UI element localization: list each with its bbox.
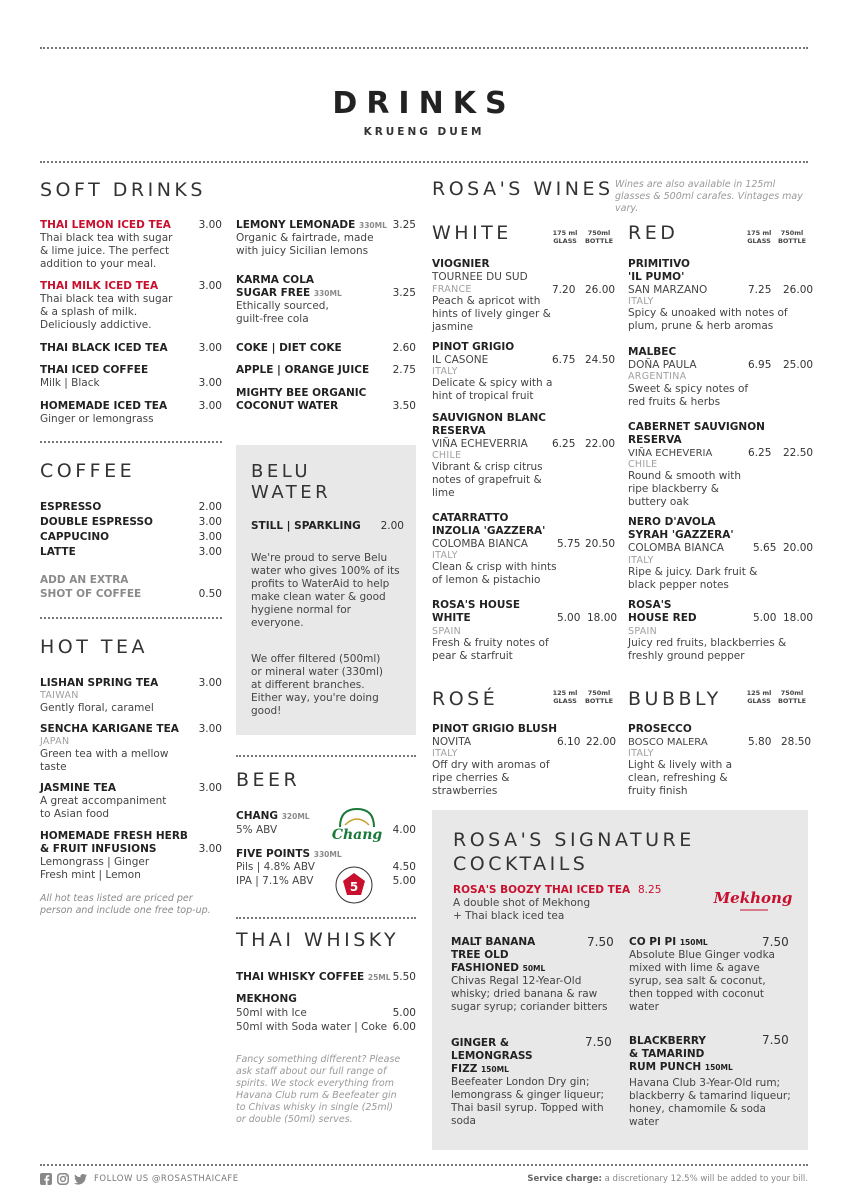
wine-bottle-price: 22.50 (783, 447, 814, 459)
cocktail-size: 50ML (522, 964, 546, 973)
thai-whisky-heading: THAI WHISKY (236, 929, 400, 951)
menu-item-size: 330ML (358, 221, 387, 230)
wine-producer: SAN MARZANO (628, 284, 708, 296)
bottle-label: BOTTLE (584, 697, 614, 705)
service-charge-label: Service charge: (527, 1174, 602, 1184)
menu-item-name: THAI MILK ICED TEA (40, 280, 159, 292)
wine-name: SAUVIGNON BLANC (432, 412, 547, 424)
wine-origin: CHILE (432, 450, 462, 461)
wine-desc: Fresh & fruity notes of pear & starfruit (432, 637, 549, 662)
cocktails-heading-2: COCKTAILS (453, 853, 589, 875)
wine-producer: COLOMBA BIANCA (432, 538, 528, 550)
cocktails-heading-1: ROSA'S SIGNATURE (453, 829, 695, 851)
white-heading: WHITE (432, 222, 512, 244)
menu-item-name: LATTE (40, 546, 76, 558)
chang-logo-text: Chang (331, 827, 383, 843)
size-label: 125 ml (552, 689, 578, 697)
menu-item-name: COKE | DIET COKE (236, 342, 342, 354)
bottle-label: BOTTLE (777, 237, 807, 245)
wine-origin: ITALY (432, 748, 458, 759)
red-heading: RED (628, 222, 679, 244)
wine-desc: Spicy & unoaked with notes of plum, prune & herb aromas (628, 307, 788, 332)
wine-bottle-price: 20.00 (783, 542, 814, 554)
wine-origin: SPAIN (432, 626, 462, 637)
wine-glass-price: 7.25 (748, 284, 772, 296)
cocktail-name: RUM PUNCH (629, 1061, 702, 1073)
cocktail-price: 7.50 (762, 1033, 789, 1047)
menu-item-desc: Green tea with a mellow taste (40, 748, 169, 773)
menu-item-price: 3.00 (198, 677, 222, 689)
chang-logo-icon (330, 805, 384, 845)
menu-item-name: ESPRESSO (40, 501, 102, 513)
cocktail-desc: Chivas Regal 12-Year-Old whisky; dried banana & raw sugar syrup; coriander bitters (451, 975, 608, 1013)
divider (40, 1164, 808, 1166)
menu-item-name: SHOT OF COFFEE (40, 588, 142, 600)
menu-item-name: CHANG (236, 810, 279, 822)
wine-desc: Delicate & spicy with a hint of tropical fruit (432, 377, 553, 402)
divider (40, 617, 222, 619)
hot-tea-heading: HOT TEA (40, 636, 148, 658)
five-points-logo-icon (334, 865, 374, 905)
menu-item-name: FIVE POINTS (236, 848, 311, 860)
bottle-label: BOTTLE (584, 237, 614, 245)
wine-producer: TOURNEE DU SUD (432, 271, 528, 283)
wine-desc: Light & lively with a clean, refreshing & fruity finish (628, 759, 733, 797)
menu-item-desc: 50ml with Ice (236, 1007, 307, 1019)
five-logo-number: 5 (349, 880, 359, 894)
menu-item-price: 3.00 (198, 843, 222, 855)
cocktail-price: 7.50 (587, 935, 614, 949)
wine-producer: VIÑA ECHEVERIA (628, 448, 713, 459)
wine-glass-price: 6.25 (552, 438, 576, 450)
menu-item-name: HOMEMADE FRESH HERB (40, 830, 188, 842)
menu-item-desc: Organic & fairtrade, made with juicy Sicilian lemons (236, 232, 374, 257)
menu-item-price: 3.25 (392, 287, 416, 299)
wine-bottle-price: 18.00 (783, 612, 814, 624)
menu-item-desc: Fresh mint | Lemon (40, 869, 141, 881)
menu-item-name: CAPPUCINO (40, 531, 110, 543)
menu-item-desc: Thai black tea with sugar & lime juice. The perfect addition to your meal. (40, 232, 173, 270)
menu-item-price: 3.00 (198, 516, 222, 528)
menu-item-price: 8.25 (638, 884, 662, 896)
wine-glass-price: 5.75 (557, 538, 581, 550)
menu-item-price: 3.00 (198, 342, 222, 354)
menu-item-name: LISHAN SPRING TEA (40, 677, 159, 689)
menu-item-price: 3.25 (392, 219, 416, 231)
menu-item-name: ROSA'S BOOZY THAI ICED TEA (453, 884, 631, 896)
wine-desc: Round & smooth with ripe blackberry & buttery oak (628, 470, 742, 508)
menu-item-size: 330ML (313, 850, 342, 859)
menu-item-name: COCONUT WATER (236, 400, 339, 412)
wine-name: CATARRATTO (432, 512, 509, 524)
twitter-icon[interactable] (74, 1174, 87, 1185)
wine-desc: Vibrant & crisp citrus notes of grapefruit & lime (432, 461, 543, 499)
page-subtitle: KRUENG DUEM (363, 126, 485, 138)
belu-heading-2: WATER (251, 482, 332, 503)
menu-item-size: 320ML (281, 812, 310, 821)
coffee-heading: COFFEE (40, 460, 136, 482)
menu-item-price: 2.00 (380, 520, 404, 532)
cocktail-price: 7.50 (762, 935, 789, 949)
divider (40, 161, 808, 163)
cocktail-name: FASHIONED (451, 962, 519, 974)
cocktail-name: LEMONGRASS (451, 1050, 533, 1062)
menu-item-name: THAI WHISKY COFFEE (236, 971, 365, 983)
menu-item-desc: 50ml with Soda water | Coke (236, 1021, 388, 1033)
cocktail-size: 150ML (704, 1063, 733, 1072)
menu-item-desc: Pils | 4.8% ABV (236, 861, 315, 873)
wine-origin: ITALY (628, 296, 654, 307)
wines-heading: ROSA'S WINES (432, 178, 614, 200)
wine-desc: Peach & apricot with hints of lively ginger & jasmine (432, 295, 551, 333)
menu-item-desc: Ethically sourced, guilt-free cola (236, 300, 329, 325)
menu-item-name: THAI ICED COFFEE (40, 364, 149, 376)
menu-item-name: KARMA COLA (236, 274, 315, 286)
menu-item-price: 2.75 (392, 364, 416, 376)
wine-bottle-price: 25.00 (783, 359, 814, 371)
wine-bottle-price: 28.50 (781, 736, 812, 748)
wine-origin: ITALY (628, 555, 654, 566)
menu-item-price: 2.60 (392, 342, 416, 354)
wine-bottle-price: 26.00 (585, 284, 616, 296)
menu-item-price: 3.00 (198, 219, 222, 231)
menu-item-price: 5.50 (392, 971, 416, 983)
menu-item-name: THAI LEMON ICED TEA (40, 219, 171, 231)
size-label: 175 ml (746, 229, 772, 237)
footer-social[interactable]: FOLLOW US @ROSASTHAICAFE (94, 1174, 239, 1184)
wine-name: PINOT GRIGIO (432, 341, 515, 353)
menu-item-price: 3.00 (198, 531, 222, 543)
wine-bottle-price: 18.00 (587, 612, 618, 624)
menu-item-name: THAI BLACK ICED TEA (40, 342, 168, 354)
beer-heading: BEER (236, 769, 301, 791)
menu-item-name: MIGHTY BEE ORGANIC (236, 387, 367, 399)
wine-glass-price: 6.95 (748, 359, 772, 371)
size-label: 750ml (780, 229, 804, 237)
wine-name: HOUSE RED (628, 612, 697, 624)
cocktail-size: 150ML (480, 1065, 509, 1074)
menu-item-name: DOUBLE ESPRESSO (40, 516, 153, 528)
menu-item-price: 5.00 (392, 1007, 416, 1019)
menu-item-origin: JAPAN (40, 736, 70, 747)
wine-desc: Juicy red fruits, blackberries & freshly ground pepper (628, 637, 787, 662)
tea-note: All hot teas listed are priced per person and include one free top-up. (40, 893, 211, 916)
rose-heading: ROSÉ (432, 688, 499, 710)
cocktail-desc: Absolute Blue Ginger vodka mixed with lime & agave syrup, sea salt & coconut, then topped with coconut water (629, 949, 775, 1013)
instagram-icon[interactable] (57, 1173, 69, 1185)
menu-item-price: 3.00 (198, 546, 222, 558)
spirits-note: Fancy something different? Please ask staff about our full range of spirits. We stock everything from Havana Club rum & Beefeater gin to Chivas whisky in single (25ml) or double (50ml) serves. (236, 1054, 401, 1125)
divider (40, 441, 222, 443)
menu-item-name: MEKHONG (236, 993, 297, 1005)
wine-name: PRIMITIVO (628, 258, 690, 270)
wine-name: SYRAH 'GAZZERA' (628, 529, 734, 541)
menu-item-desc: Ginger or lemongrass (40, 413, 154, 425)
cocktail-price: 7.50 (585, 1035, 612, 1049)
service-charge-text: a discretionary 12.5% will be added to your bill. (601, 1174, 808, 1184)
menu-item-size: 330ML (313, 289, 342, 298)
wine-bottle-price: 22.00 (586, 736, 617, 748)
belu-water-box (236, 445, 416, 735)
menu-item-price: 0.50 (198, 588, 222, 600)
menu-item-size: 25ML (367, 973, 391, 982)
cocktail-name: CO PI PI (629, 936, 677, 948)
menu-item-price: 4.00 (392, 824, 416, 836)
wine-glass-price: 6.10 (557, 736, 581, 748)
size-label: 175 ml (552, 229, 578, 237)
wine-glass-price: 5.65 (753, 542, 777, 554)
divider (40, 47, 808, 49)
size-label: 125 ml (746, 689, 772, 697)
wine-name: RESERVA (628, 434, 682, 446)
wine-producer: BOSCO MALERA (628, 737, 708, 748)
wine-bottle-price: 24.50 (585, 354, 616, 366)
bottle-label: BOTTLE (777, 697, 807, 705)
menu-item-name: STILL | SPARKLING (251, 520, 361, 532)
menu-item-price: 3.00 (198, 280, 222, 292)
cocktail-name: FIZZ (451, 1063, 478, 1075)
wine-name: NERO D'AVOLA (628, 516, 716, 528)
menu-item-name: APPLE | ORANGE JUICE (236, 364, 370, 376)
cocktail-name: BLACKBERRY (629, 1035, 707, 1047)
cocktails-box (432, 810, 808, 1150)
facebook-icon[interactable] (40, 1173, 52, 1185)
cocktail-name: MALT BANANA (451, 936, 536, 948)
menu-item-price: 5.00 (392, 875, 416, 887)
wines-note: Wines are also available in 125ml glasses & 500ml carafes. Vintages may vary. (615, 179, 803, 214)
mekhong-logo-text: Mekhong (713, 889, 793, 907)
wine-glass-price: 5.80 (748, 736, 772, 748)
page-title: DRINKS (332, 86, 516, 121)
wine-origin: CHILE (628, 459, 658, 470)
wine-origin: ITALY (432, 366, 458, 377)
wine-origin: ITALY (432, 550, 458, 561)
wine-name: RESERVA (432, 425, 486, 437)
menu-item-desc: IPA | 7.1% ABV (236, 875, 314, 887)
menu-item-name: SENCHA KARIGANE TEA (40, 723, 179, 735)
divider (236, 755, 416, 757)
wine-name: PINOT GRIGIO BLUSH (432, 723, 558, 735)
menu-item-price: 2.00 (198, 501, 222, 513)
wine-producer: DOÑA PAULA (628, 359, 697, 371)
wine-desc: Off dry with aromas of ripe cherries & strawberries (432, 759, 550, 797)
wine-origin: ITALY (628, 748, 654, 759)
wine-glass-price: 6.75 (552, 354, 576, 366)
size-label: 750ml (587, 689, 611, 697)
menu-item-desc: Lemongrass | Ginger (40, 856, 150, 868)
glass-label: GLASS (747, 237, 771, 245)
menu-item-name: & FRUIT INFUSIONS (40, 843, 157, 855)
menu-item-desc: + Thai black iced tea (453, 910, 565, 922)
wine-producer: COLOMBA BIANCA (628, 542, 724, 554)
wine-name: WHITE (432, 612, 471, 624)
wine-bottle-price: 20.50 (585, 538, 616, 550)
wine-origin: SPAIN (628, 626, 658, 637)
wine-origin: ARGENTINA (628, 371, 687, 382)
soft-drinks-heading: SOFT DRINKS (40, 179, 206, 201)
menu-item-origin: TAIWAN (40, 690, 79, 701)
mekhong-logo-icon (713, 878, 793, 918)
divider (236, 917, 416, 919)
bubbly-heading: BUBBLY (628, 688, 722, 710)
wine-name: ROSA'S (628, 599, 672, 611)
wine-name: CABERNET SAUVIGNON (628, 421, 765, 433)
belu-text-2: We offer filtered (500ml) or mineral water (330ml) at different branches. Either way, you're doing good! (251, 653, 383, 717)
menu-item-price: 6.00 (392, 1021, 416, 1033)
menu-item-price: 3.00 (198, 400, 222, 412)
size-label: 750ml (780, 689, 804, 697)
wine-name: PROSECCO (628, 723, 692, 735)
cocktail-name: GINGER & (451, 1037, 510, 1049)
menu-item-desc: A great accompaniment to Asian food (40, 795, 167, 820)
menu-item-desc: Gently floral, caramel (40, 702, 154, 714)
glass-label: GLASS (553, 697, 577, 705)
menu-item-name: ADD AN EXTRA (40, 574, 129, 586)
menu-item-name: LEMONY LEMONADE (236, 219, 356, 231)
wine-glass-price: 5.00 (753, 612, 777, 624)
wine-producer: IL CASONE (432, 354, 489, 366)
wine-producer: VIÑA ECHEVERRIA (432, 438, 528, 450)
wine-glass-price: 7.20 (552, 284, 576, 296)
wine-desc: Clean & crisp with hints of lemon & pistachio (432, 561, 557, 586)
wine-name: INZOLIA 'GAZZERA' (432, 525, 546, 537)
menu-item-name: SUGAR FREE (236, 287, 311, 299)
size-label: 750ml (587, 229, 611, 237)
cocktail-desc: Havana Club 3-Year-Old rum; blackberry & tamarind liqueur; honey, chamomile & soda water (629, 1077, 791, 1128)
wine-producer: NOVITA (432, 736, 471, 748)
wine-name: 'IL PUMO' (628, 271, 685, 283)
wine-bottle-price: 22.00 (585, 438, 616, 450)
menu-item-desc: 5% ABV (236, 824, 278, 836)
cocktail-name: TREE OLD (451, 949, 509, 961)
menu-item-price: 3.00 (198, 782, 222, 794)
wine-desc: Sweet & spicy notes of red fruits & herbs (628, 383, 749, 408)
cocktail-name: & TAMARIND (629, 1048, 705, 1060)
belu-text-1: We're proud to serve Belu water who gives 100% of its profits to WaterAid to help make clean water & good hygiene normal for everyone. (251, 552, 400, 629)
wine-glass-price: 5.00 (557, 612, 581, 624)
wine-bottle-price: 26.00 (783, 284, 814, 296)
wine-origin: FRANCE (432, 284, 472, 295)
menu-item-desc: Thai black tea with sugar & a splash of milk. Deliciously addictive. (40, 293, 173, 331)
menu-item-price: 3.00 (198, 723, 222, 735)
menu-item-price: 4.50 (392, 861, 416, 873)
wine-name: VIOGNIER (432, 258, 490, 270)
menu-item-desc: A double shot of Mekhong (453, 897, 591, 909)
menu-item-desc: Milk | Black (40, 377, 100, 389)
wine-name: ROSA'S HOUSE (432, 599, 521, 611)
glass-label: GLASS (747, 697, 771, 705)
menu-item-price: 3.00 (198, 377, 222, 389)
wine-name: MALBEC (628, 346, 677, 358)
wine-glass-price: 6.25 (748, 447, 772, 459)
cocktail-size: 150ML (679, 938, 708, 947)
menu-item-name: HOMEMADE ICED TEA (40, 400, 168, 412)
menu-item-price: 3.50 (392, 400, 416, 412)
cocktail-desc: Beefeater London Dry gin; lemongrass & ginger liqueur; Thai basil syrup. Topped with soda (451, 1076, 605, 1127)
glass-label: GLASS (553, 237, 577, 245)
belu-heading-1: BELU (251, 461, 312, 482)
wine-desc: Ripe & juicy. Dark fruit & black pepper notes (628, 566, 758, 591)
menu-item-name: JASMINE TEA (40, 782, 117, 794)
